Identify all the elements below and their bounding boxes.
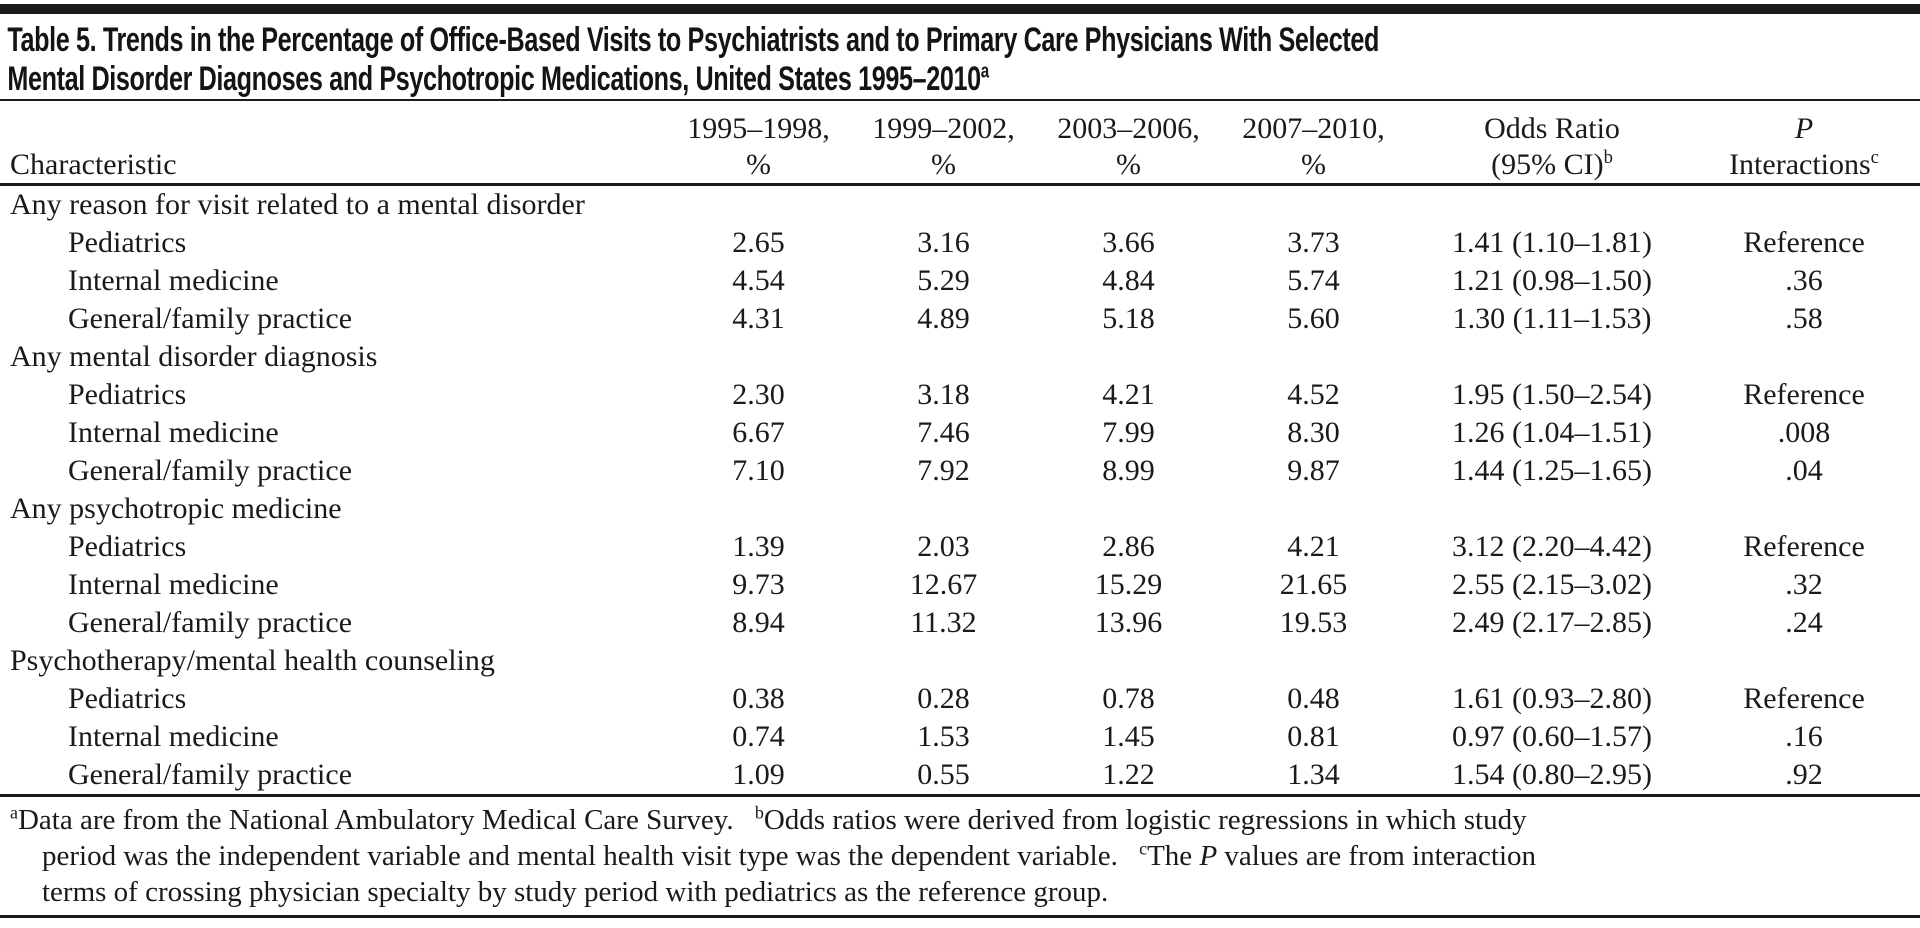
period-value-cell: 2.86	[1102, 530, 1155, 563]
p-label: P	[1794, 112, 1814, 145]
period-value-cell: 7.10	[732, 454, 785, 487]
period-value-cell: 3.73	[1287, 226, 1340, 259]
ci-label-text: (95% CI)	[1491, 148, 1604, 181]
p-interaction-cell: .36	[1785, 264, 1823, 297]
footnote-c-text-before: The	[1147, 840, 1200, 872]
period-value-cell: 0.55	[917, 758, 970, 791]
row-label: Internal medicine	[68, 720, 279, 753]
percent-label: %	[931, 148, 956, 181]
title-footnote-marker: a	[980, 60, 989, 83]
row-label: General/family practice	[68, 606, 353, 639]
footnote-b-text: Odds ratios were derived from logistic regressions in which study period was the independent variable and mental health visit type was the dependent variable.	[42, 804, 1527, 872]
period-range-label: 2007–2010,	[1242, 112, 1385, 145]
period-value-cell: 1.34	[1287, 758, 1340, 791]
odds-ratio-cell: 3.12 (2.20–4.42)	[1452, 530, 1652, 563]
period-value-cell: 9.87	[1287, 454, 1340, 487]
odds-ratio-ci-label	[1491, 147, 1613, 183]
period-value-cell: 7.46	[917, 416, 970, 449]
table-row	[0, 414, 1920, 452]
odds-ratio-footnote-marker: b	[1603, 147, 1613, 168]
group-label: Any reason for visit related to a mental disorder	[10, 188, 585, 221]
row-label: General/family practice	[68, 454, 353, 487]
table-footnotes	[0, 797, 1920, 910]
table-row	[0, 376, 1920, 414]
period-value-cell: 9.73	[732, 568, 785, 601]
footnote-a	[10, 804, 734, 836]
row-label: Pediatrics	[68, 682, 187, 715]
period-value-cell: 8.30	[1287, 416, 1340, 449]
table-bottom-border	[0, 915, 1920, 918]
period-range-label: 1995–1998,	[687, 112, 830, 145]
period-value-cell: 4.54	[732, 264, 785, 297]
odds-ratio-cell: 1.41 (1.10–1.81)	[1452, 226, 1652, 259]
period-value-cell: 4.21	[1102, 378, 1155, 411]
footnote-c-italic-p: P	[1199, 840, 1218, 872]
column-header-period-1	[666, 111, 851, 183]
table-group-row	[0, 338, 1920, 376]
period-value-cell: 2.03	[917, 530, 970, 563]
period-value-cell: 2.65	[732, 226, 785, 259]
period-value-cell: 6.67	[732, 416, 785, 449]
period-value-cell: 8.99	[1102, 454, 1155, 487]
period-value-cell: 7.99	[1102, 416, 1155, 449]
period-value-cell: 7.92	[917, 454, 970, 487]
period-value-cell: 1.45	[1102, 720, 1155, 753]
period-value-cell: 21.65	[1279, 568, 1348, 601]
percent-label: %	[746, 148, 771, 181]
p-interaction-cell: .16	[1785, 720, 1823, 753]
period-value-cell: 3.66	[1102, 226, 1155, 259]
p-interaction-cell: Reference	[1743, 682, 1865, 715]
odds-ratio-cell: 1.21 (0.98–1.50)	[1452, 264, 1652, 297]
period-value-cell: 4.89	[917, 302, 970, 335]
row-label: Internal medicine	[68, 568, 279, 601]
period-value-cell: 19.53	[1279, 606, 1348, 639]
footnote-b-marker: b	[754, 802, 764, 823]
table-row	[0, 224, 1920, 262]
footnote-c-marker: c	[1139, 838, 1148, 859]
table-header-row	[0, 101, 1920, 183]
period-value-cell: 2.30	[732, 378, 785, 411]
table-title-line1: Table 5. Trends in the Percentage of Office-Based Visits to Psychiatrists and to Primary Care Physicians With Selected	[7, 21, 1380, 59]
column-header-period-4	[1221, 111, 1406, 183]
period-value-cell: 5.29	[917, 264, 970, 297]
table-row	[0, 452, 1920, 490]
table-group-row	[0, 642, 1920, 680]
period-value-cell: 0.38	[732, 682, 785, 715]
p-interaction-cell: .04	[1785, 454, 1823, 487]
row-label: Pediatrics	[68, 226, 187, 259]
table-row	[0, 262, 1920, 300]
percent-label: %	[1116, 148, 1141, 181]
group-label: Psychotherapy/mental health counseling	[10, 644, 495, 677]
row-label: Pediatrics	[68, 378, 187, 411]
p-interaction-cell: Reference	[1743, 226, 1865, 259]
period-value-cell: 0.74	[732, 720, 785, 753]
table-group-row	[0, 490, 1920, 528]
group-label: Any psychotropic medicine	[10, 492, 342, 525]
odds-ratio-cell: 1.26 (1.04–1.51)	[1452, 416, 1652, 449]
p-interaction-cell: .92	[1785, 758, 1823, 791]
period-value-cell: 4.52	[1287, 378, 1340, 411]
p-interaction-cell: Reference	[1743, 530, 1865, 563]
period-value-cell: 0.28	[917, 682, 970, 715]
column-header-p-interactions	[1698, 111, 1910, 183]
table-row	[0, 300, 1920, 338]
row-label: General/family practice	[68, 758, 353, 791]
period-value-cell: 0.78	[1102, 682, 1155, 715]
column-header-odds-ratio	[1406, 111, 1698, 183]
p-interaction-cell: .32	[1785, 568, 1823, 601]
p-interaction-cell: .24	[1785, 606, 1823, 639]
odds-ratio-cell: 1.95 (1.50–2.54)	[1452, 378, 1652, 411]
footnote-a-text: Data are from the National Ambulatory Medical Care Survey.	[17, 804, 734, 836]
period-value-cell: 5.74	[1287, 264, 1340, 297]
period-value-cell: 0.81	[1287, 720, 1340, 753]
period-value-cell: 4.84	[1102, 264, 1155, 297]
odds-ratio-cell: 2.55 (2.15–3.02)	[1452, 568, 1652, 601]
row-label: Internal medicine	[68, 264, 279, 297]
table-title	[0, 14, 1421, 99]
interactions-label	[1729, 147, 1879, 183]
period-range-label: 2003–2006,	[1057, 112, 1200, 145]
period-value-cell: 11.32	[910, 606, 977, 639]
table-body	[0, 186, 1920, 794]
row-label: Internal medicine	[68, 416, 279, 449]
p-interaction-cell: Reference	[1743, 378, 1865, 411]
odds-ratio-cell: 0.97 (0.60–1.57)	[1452, 720, 1652, 753]
footnotes-paragraph	[10, 802, 1602, 910]
table-row	[0, 604, 1920, 642]
period-value-cell: 8.94	[732, 606, 785, 639]
odds-ratio-cell: 1.30 (1.11–1.53)	[1452, 302, 1652, 335]
row-label: General/family practice	[68, 302, 353, 335]
table-row	[0, 756, 1920, 794]
table-title-line2: Mental Disorder Diagnoses and Psychotropic Medications, United States 1995–2010	[7, 60, 981, 98]
table-row	[0, 680, 1920, 718]
footnote-a-marker: a	[10, 802, 18, 823]
table-row	[0, 528, 1920, 566]
period-value-cell: 1.39	[732, 530, 785, 563]
period-value-cell: 3.18	[917, 378, 970, 411]
period-value-cell: 1.22	[1102, 758, 1155, 791]
percent-label: %	[1301, 148, 1326, 181]
period-value-cell: 4.31	[732, 302, 785, 335]
column-header-characteristic: Characteristic	[10, 148, 177, 181]
period-value-cell: 0.48	[1287, 682, 1340, 715]
period-value-cell: 3.16	[917, 226, 970, 259]
table-row	[0, 718, 1920, 756]
odds-ratio-cell: 1.54 (0.80–2.95)	[1452, 758, 1652, 791]
odds-ratio-cell: 1.61 (0.93–2.80)	[1452, 682, 1652, 715]
group-label: Any mental disorder diagnosis	[10, 340, 378, 373]
period-value-cell: 5.60	[1287, 302, 1340, 335]
odds-ratio-cell: 1.44 (1.25–1.65)	[1452, 454, 1652, 487]
table-top-border	[0, 4, 1920, 14]
column-header-period-2	[851, 111, 1036, 183]
odds-ratio-cell: 2.49 (2.17–2.85)	[1452, 606, 1652, 639]
p-interaction-cell: .008	[1777, 416, 1831, 449]
row-label: Pediatrics	[68, 530, 187, 563]
footnote-c-text-after: values are from interaction terms of crossing physician specialty by study period with pediatrics as the reference group.	[42, 840, 1537, 908]
p-interactions-footnote-marker: c	[1870, 147, 1879, 168]
odds-ratio-label: Odds Ratio	[1484, 112, 1620, 145]
period-value-cell: 1.09	[732, 758, 785, 791]
period-value-cell: 1.53	[917, 720, 970, 753]
period-value-cell: 12.67	[909, 568, 978, 601]
table-group-row	[0, 186, 1920, 224]
column-header-period-3	[1036, 111, 1221, 183]
period-value-cell: 4.21	[1287, 530, 1340, 563]
period-value-cell: 5.18	[1102, 302, 1155, 335]
p-interaction-cell: .58	[1785, 302, 1823, 335]
period-value-cell: 15.29	[1094, 568, 1163, 601]
period-range-label: 1999–2002,	[872, 112, 1015, 145]
table-row	[0, 566, 1920, 604]
period-value-cell: 13.96	[1094, 606, 1163, 639]
interactions-label-text: Interactions	[1729, 148, 1871, 181]
